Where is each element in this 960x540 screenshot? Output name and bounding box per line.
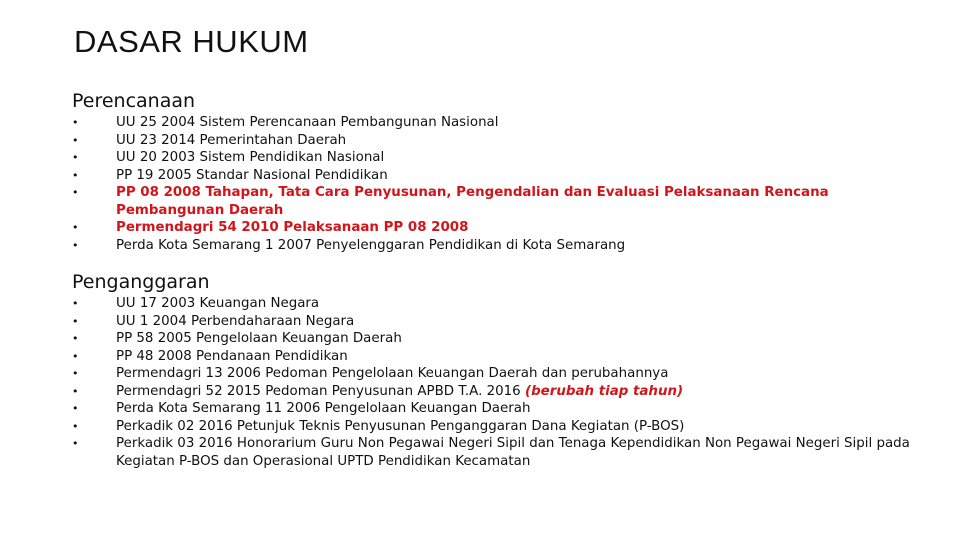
bullet-icon: • (72, 133, 79, 147)
bullet-icon: • (72, 221, 79, 234)
list-item-text: Perda Kota Semarang 11 2006 Pengelolaan Keuangan Daerah (116, 401, 531, 416)
list-item-text: Perkadik 02 2016 Petunjuk Teknis Penyusunan Penganggaran Dana Kegiatan (P-BOS) (116, 418, 685, 434)
penganggaran-list (72, 295, 912, 470)
list-item-text: UU 25 2004 Sistem Perencanaan Pembangunan Nasional (116, 115, 499, 130)
bullet-icon: • (72, 168, 79, 182)
list-item-text: Permendagri 52 2015 Pedoman Penyusunan APBD T.A. 2016 (116, 383, 525, 399)
list-item-text: UU 23 2014 Pemerintahan Daerah (116, 132, 347, 148)
list-item-note: (berubah tiap tahun) (524, 383, 684, 399)
bullet-icon: • (72, 297, 79, 310)
bullet-icon: • (72, 349, 79, 363)
list-item (72, 313, 912, 331)
list-item (72, 219, 912, 237)
bullet-icon: • (72, 151, 79, 164)
penganggaran-section (72, 271, 912, 470)
list-item-text: UU 20 2003 Sistem Pendidikan Nasional (116, 150, 385, 165)
list-item-text: Permendagri 13 2006 Pedoman Pengelolaan Keuangan Daerah dan perubahannya (116, 366, 669, 381)
list-item-text: PP 08 2008 Tahapan, Tata Cara Penyusunan, Pengendalian dan Evaluasi Pelaksanaan Rencana Pembangunan Daerah (116, 185, 829, 218)
list-item (72, 184, 912, 219)
list-item (72, 365, 912, 383)
bullet-icon: • (72, 116, 79, 129)
list-item (72, 400, 912, 418)
bullet-icon: • (72, 384, 79, 398)
list-item (72, 114, 912, 132)
section-heading: Penganggaran (72, 271, 210, 293)
list-item-text: UU 1 2004 Perbendaharaan Negara (116, 313, 355, 329)
list-item (72, 132, 912, 150)
page-title: DASAR HUKUM (74, 24, 309, 59)
bullet-icon: • (72, 238, 79, 252)
list-item-text: PP 48 2008 Pendanaan Pendidikan (116, 348, 348, 364)
bullet-icon: • (72, 367, 79, 380)
list-item (72, 383, 912, 401)
bullet-icon: • (72, 402, 79, 415)
list-item-text: UU 17 2003 Keuangan Negara (116, 296, 320, 311)
bullet-icon: • (72, 332, 79, 345)
list-item (72, 418, 912, 436)
list-item (72, 330, 912, 348)
bullet-icon: • (72, 314, 79, 328)
list-item-text: PP 19 2005 Standar Nasional Pendidikan (116, 167, 388, 183)
list-item (72, 149, 912, 167)
list-item-text: Permendagri 54 2010 Pelaksanaan PP 08 2008 (116, 220, 469, 235)
bullet-icon: • (72, 437, 79, 450)
list-item (72, 237, 912, 255)
bullet-icon: • (72, 186, 79, 199)
perencanaan-section (72, 90, 912, 254)
list-item (72, 435, 912, 470)
list-item (72, 167, 912, 185)
list-item (72, 348, 912, 366)
list-item-text: PP 58 2005 Pengelolaan Keuangan Daerah (116, 331, 402, 346)
list-item (72, 295, 912, 313)
list-item-text: Perkadik 03 2016 Honorarium Guru Non Pegawai Negeri Sipil dan Tenaga Kependidikan Non Pegawai Negeri Sipil pada Kegiatan P-BOS dan Operasional UPTD Pendidikan Kecamatan (116, 436, 910, 469)
perencanaan-list (72, 114, 912, 254)
section-heading: Perencanaan (72, 90, 196, 112)
list-item-text: Perda Kota Semarang 1 2007 Penyelenggaran Pendidikan di Kota Semarang (116, 237, 626, 253)
bullet-icon: • (72, 419, 79, 433)
